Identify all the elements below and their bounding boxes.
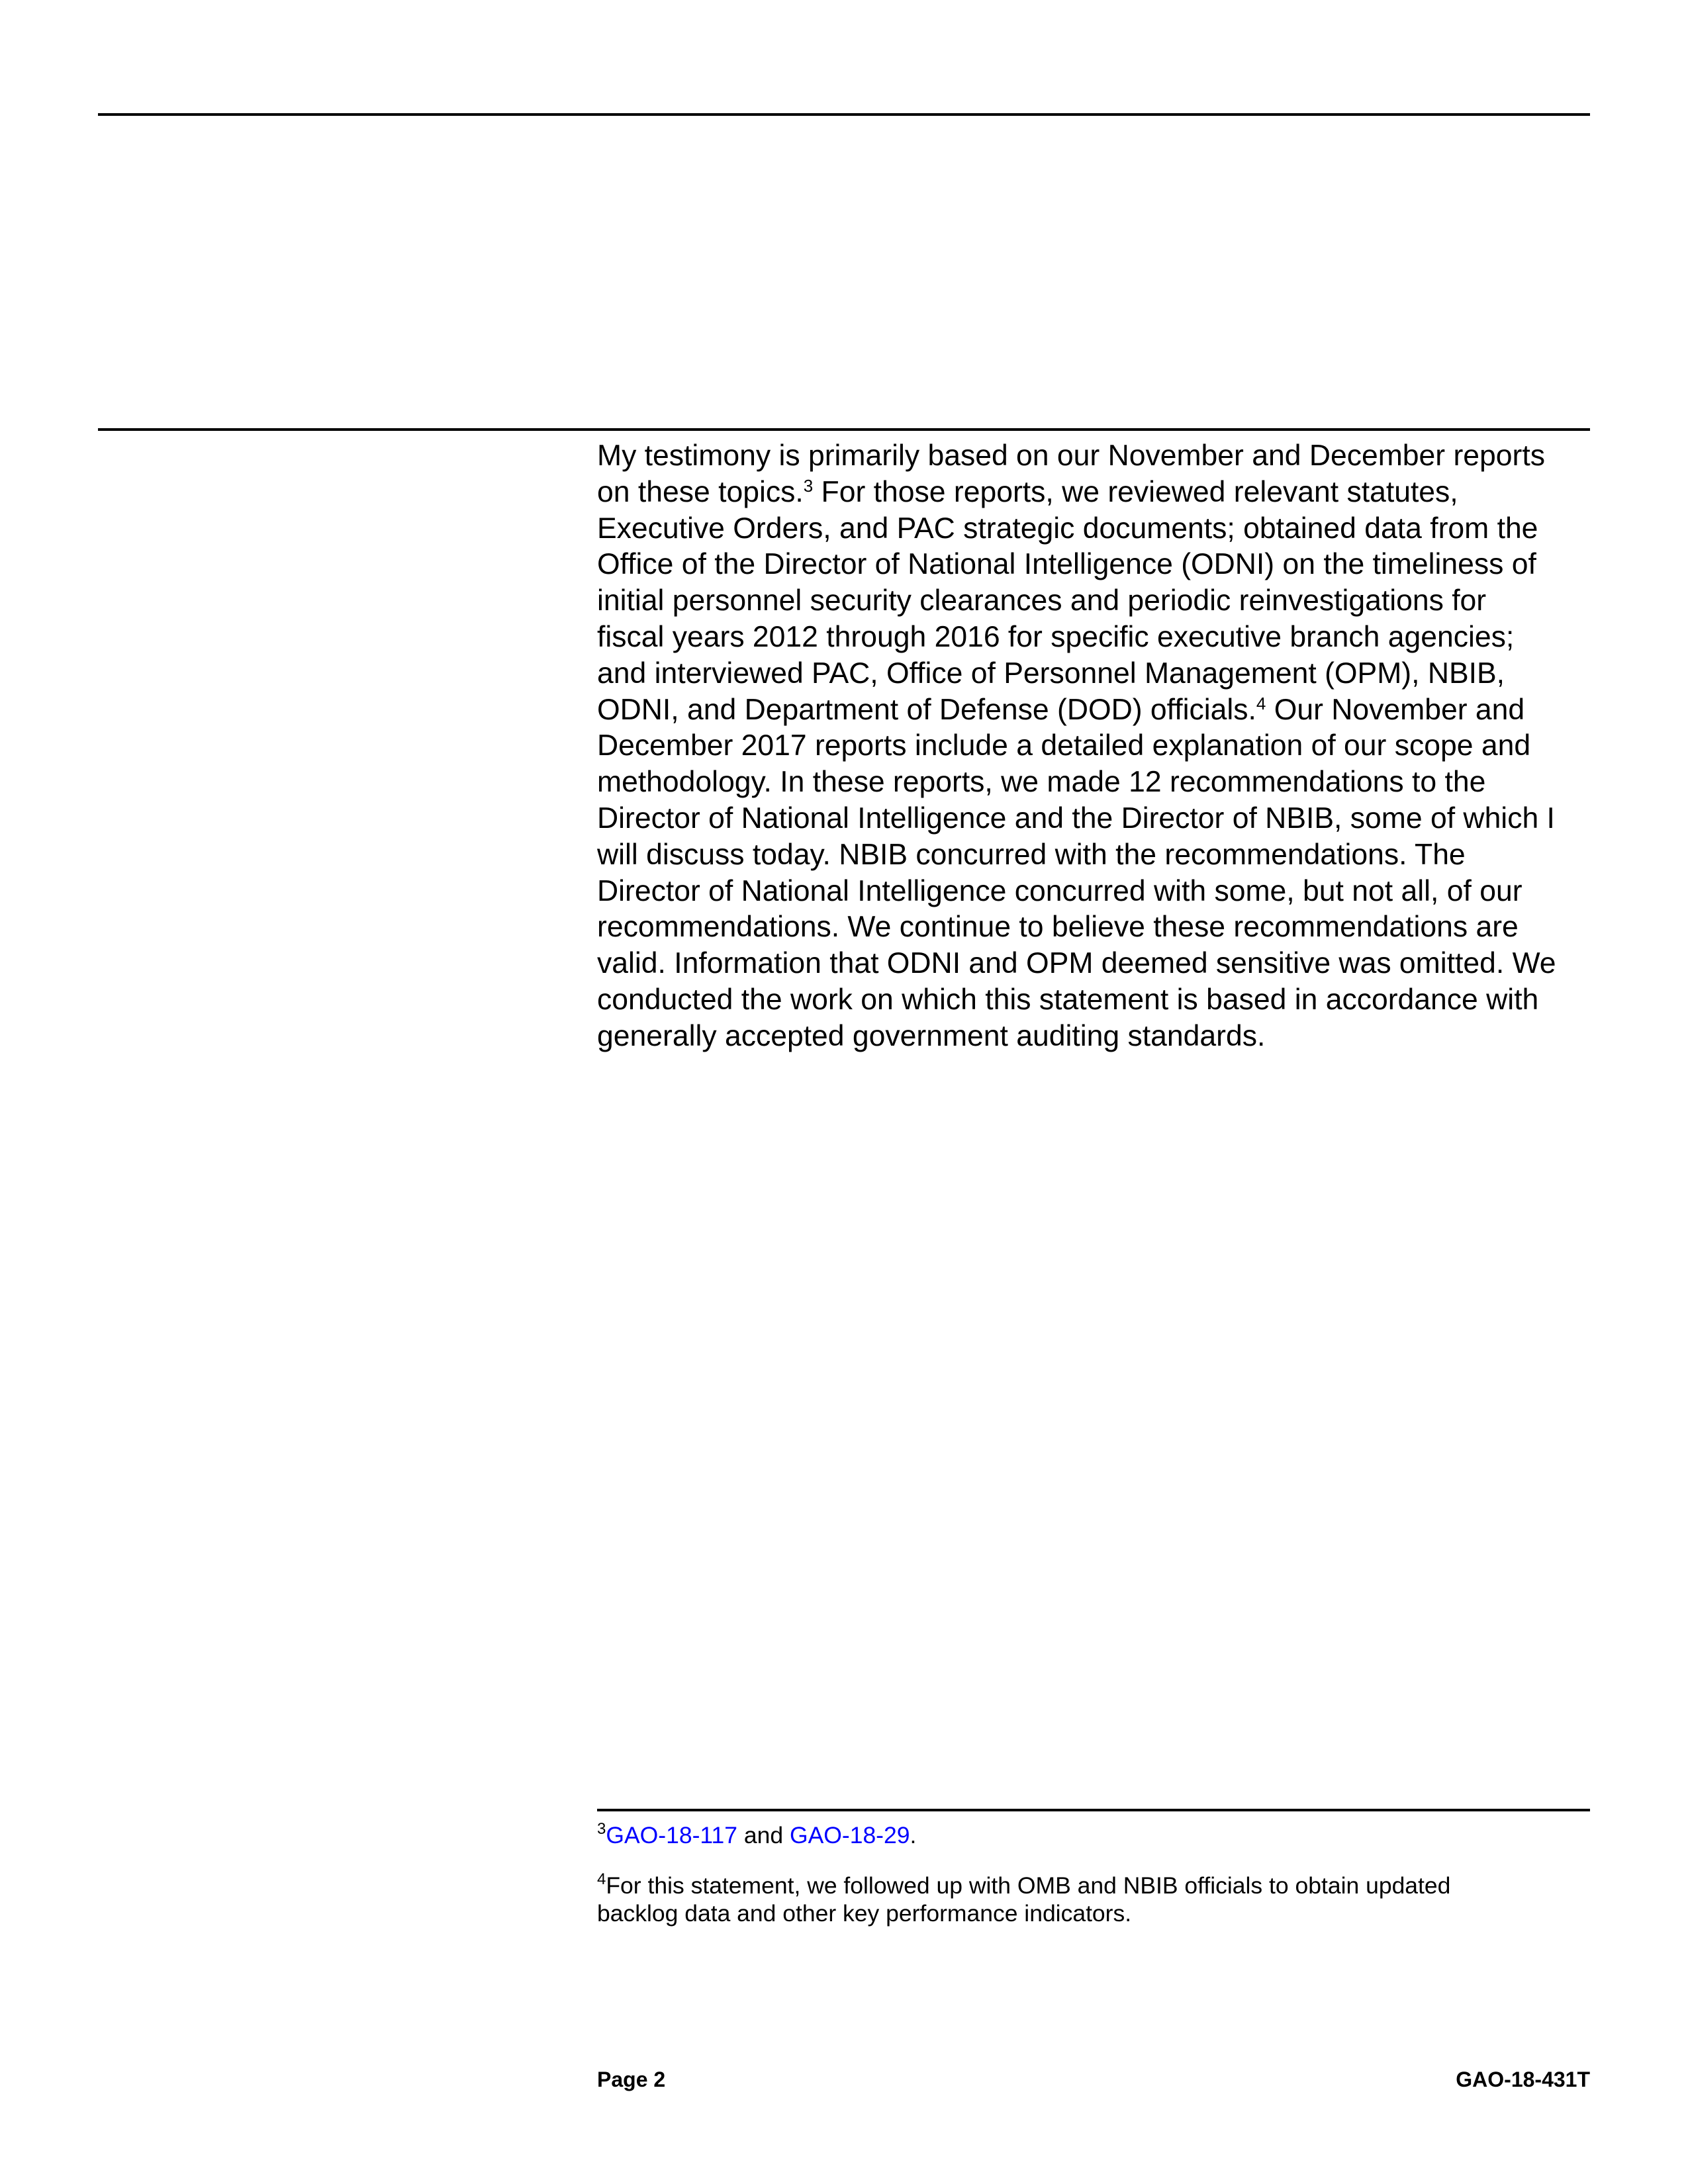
- link-gao-18-29[interactable]: GAO-18-29: [789, 1822, 910, 1848]
- body-line: [597, 982, 1603, 1019]
- body-line: [597, 837, 1603, 874]
- body-text-segment: initial personnel security clearances and periodic reinvestigations for: [597, 584, 1487, 617]
- body-line: [597, 692, 1603, 729]
- body-text-segment: on these topics.: [597, 475, 804, 508]
- body-line: [597, 656, 1603, 692]
- footnote-text: and: [737, 1822, 790, 1848]
- page-number: Page 2: [597, 2068, 666, 2091]
- body-line: [597, 438, 1603, 475]
- body-line: [597, 764, 1603, 801]
- body-line: [597, 511, 1603, 547]
- document-id: GAO-18-431T: [1456, 2068, 1590, 2091]
- body-text-segment: conducted the work on which this statement is based in accordance with: [597, 983, 1539, 1016]
- body-text-segment: Director of National Intelligence and the Director of NBIB, some of which I: [597, 801, 1555, 835]
- body-line: [597, 801, 1603, 837]
- footnote-reference: 3: [803, 475, 814, 496]
- footnote-text: backlog data and other key performance indicators.: [597, 1900, 1132, 1927]
- footnote-text: For this statement, we followed up with OMB and NBIB officials to obtain updated: [606, 1872, 1451, 1899]
- body-text-segment: fiscal years 2012 through 2016 for specific executive branch agencies;: [597, 620, 1515, 653]
- body-line: [597, 475, 1603, 511]
- section-rule: [98, 428, 1590, 431]
- body-text-segment: December 2017 reports include a detailed explanation of our scope and: [597, 729, 1531, 762]
- footnote-number: 3: [597, 1820, 606, 1838]
- body-line: [597, 728, 1603, 764]
- body-line: [597, 909, 1603, 946]
- body-text-segment: Director of National Intelligence concurred with some, but not all, of our: [597, 874, 1523, 907]
- body-line: [597, 547, 1603, 583]
- body-line: [597, 946, 1603, 982]
- body-text-segment: ODNI, and Department of Defense (DOD) officials.: [597, 693, 1256, 726]
- body-line: [597, 583, 1603, 619]
- footnote-rule: [597, 1809, 1590, 1811]
- footnote-text: .: [910, 1822, 917, 1848]
- body-text-segment: methodology. In these reports, we made 12 recommendations to the: [597, 766, 1486, 799]
- body-paragraph: [597, 438, 1603, 1055]
- link-gao-18-117[interactable]: GAO-18-117: [606, 1822, 737, 1848]
- body-text-segment: Executive Orders, and PAC strategic documents; obtained data from the: [597, 512, 1538, 545]
- body-text-segment: generally accepted government auditing standards.: [597, 1019, 1266, 1052]
- top-rule: [98, 113, 1590, 116]
- body-text-segment: For those reports, we reviewed relevant statutes,: [813, 475, 1458, 508]
- body-line: [597, 874, 1603, 910]
- body-text-segment: recommendations. We continue to believe these recommendations are: [597, 911, 1519, 944]
- body-text-segment: and interviewed PAC, Office of Personnel Management (OPM), NBIB,: [597, 657, 1505, 690]
- body-text-segment: Office of the Director of National Intelligence (ODNI) on the timeliness of: [597, 548, 1536, 581]
- footnote-number: 4: [597, 1870, 606, 1888]
- footnote-3: [597, 1821, 1590, 1849]
- body-text-segment: will discuss today. NBIB concurred with the recommendations. The: [597, 838, 1466, 871]
- footnote-reference: 4: [1256, 693, 1266, 713]
- body-line: [597, 619, 1603, 656]
- body-line: [597, 1019, 1603, 1055]
- footnote-4: [597, 1872, 1590, 1927]
- body-text-segment: valid. Information that ODNI and OPM deemed sensitive was omitted. We: [597, 947, 1556, 980]
- body-text-segment: My testimony is primarily based on our November and December reports: [597, 439, 1545, 472]
- body-text-segment: Our November and: [1266, 693, 1525, 726]
